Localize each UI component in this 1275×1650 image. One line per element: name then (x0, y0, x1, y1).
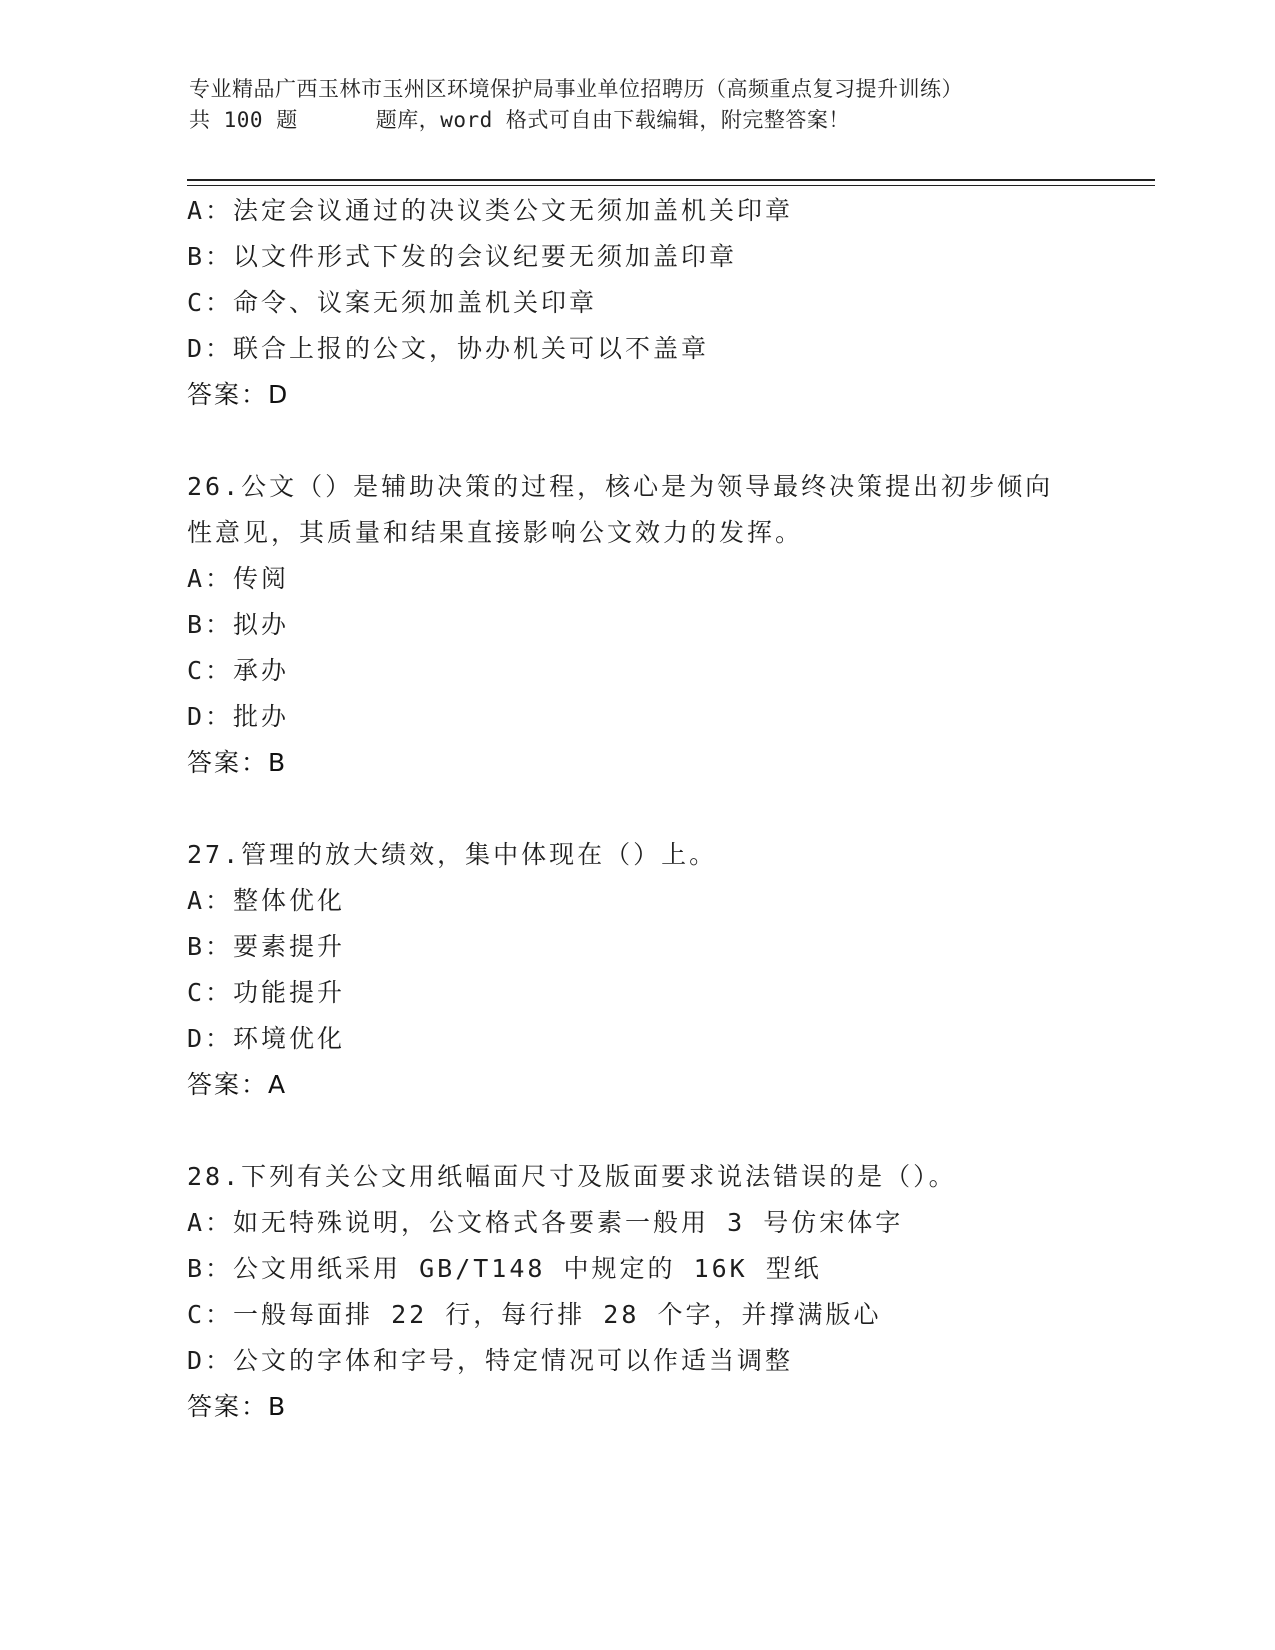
block-spacer (187, 786, 1087, 832)
block-spacer (187, 1108, 1087, 1154)
answer-line: 答案：A (187, 1070, 288, 1099)
header-subtitle (189, 105, 1089, 136)
block-spacer (187, 418, 1087, 464)
option-c: C：命令、议案无须加盖机关印章 (187, 288, 598, 317)
option-c: C：功能提升 (187, 978, 346, 1007)
option-d: D：批办 (187, 702, 290, 731)
document-header (189, 74, 1089, 136)
option-a: A：如无特殊说明，公文格式各要素一般用 3 号仿宋体字 (187, 1208, 904, 1237)
option-a: A：整体优化 (187, 886, 346, 915)
option-c: C：一般每面排 22 行，每行排 28 个字，并撑满版心 (187, 1300, 882, 1329)
option-b: B：公文用纸采用 GB/T148 中规定的 16K 型纸 (187, 1254, 822, 1283)
question-text: 28.下列有关公文用纸幅面尺寸及版面要求说法错误的是（）。 (187, 1162, 957, 1191)
question-text: 27.管理的放大绩效，集中体现在（）上。 (187, 840, 718, 869)
option-a: A：传阅 (187, 564, 290, 593)
header-divider-thin (187, 185, 1155, 186)
answer-line: 答案：D (187, 380, 290, 409)
header-description: 题库，word 格式可自由下载编辑，附完整答案！ (375, 108, 850, 132)
question-block-25 (187, 188, 1087, 418)
question-text: 26.公文（）是辅助决策的过程，核心是为领导最终决策提出初步倾向 (187, 472, 1054, 501)
question-block-28 (187, 1154, 1087, 1430)
option-b: B：以文件形式下发的会议纪要无须加盖印章 (187, 242, 738, 271)
header-question-count: 共 100 题 (189, 108, 298, 132)
answer-line: 答案：B (187, 1392, 288, 1421)
question-block-26 (187, 464, 1087, 786)
question-block-27 (187, 832, 1087, 1108)
header-divider-thick (187, 179, 1155, 181)
option-b: B：拟办 (187, 610, 290, 639)
option-a: A：法定会议通过的决议类公文无须加盖机关印章 (187, 196, 794, 225)
question-text-continued: 性意见，其质量和结果直接影响公文效力的发挥。 (187, 518, 804, 547)
answer-line: 答案：B (187, 748, 288, 777)
option-c: C：承办 (187, 656, 290, 685)
option-d: D：公文的字体和字号，特定情况可以作适当调整 (187, 1346, 794, 1375)
option-d: D：环境优化 (187, 1024, 346, 1053)
option-d: D：联合上报的公文，协办机关可以不盖章 (187, 334, 710, 363)
option-b: B：要素提升 (187, 932, 346, 961)
question-list (187, 188, 1087, 1430)
header-title: 专业精品广西玉林市玉州区环境保护局事业单位招聘历（高频重点复习提升训练） (189, 77, 963, 101)
